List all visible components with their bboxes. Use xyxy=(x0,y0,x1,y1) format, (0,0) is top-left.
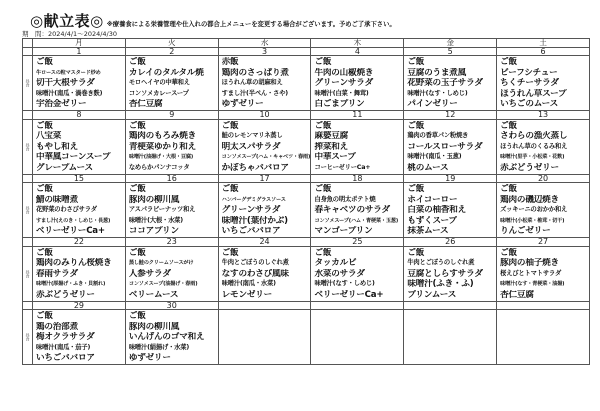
menu-item: コンソメスープ(油揚げ・春雨) xyxy=(128,281,198,287)
menu-item: 牛肉の山椒焼き xyxy=(314,67,374,78)
menu-item: ご飯 xyxy=(314,247,332,258)
day-menu-cell xyxy=(33,246,126,301)
day-menu-cell xyxy=(218,246,311,301)
menu-item: 味噌汁(ふき・ふ) xyxy=(407,279,474,289)
day-menu-cell xyxy=(311,183,404,238)
menu-item: ちくチーサラダ xyxy=(500,78,559,88)
date-cell: 16 xyxy=(125,174,218,183)
menu-item: 味噌汁(なす・しめじ) xyxy=(314,280,375,287)
menu-item: 鶏の治部煮 xyxy=(36,321,78,332)
menu-item: コンソメスープ(ハム・キャベツ・春雨) xyxy=(221,154,311,160)
date-cell: 6 xyxy=(497,47,590,56)
day-menu-cell xyxy=(311,310,404,365)
day-of-week-header: 金 xyxy=(404,39,497,48)
date-cell: 22 xyxy=(33,238,126,247)
menu-item: ご飯 xyxy=(407,247,425,258)
day-menu-cell xyxy=(311,246,404,301)
menu-item: 鶏肉のさっぱり煮 xyxy=(221,67,289,78)
date-row-side-cell xyxy=(23,174,33,183)
menu-item: 青梗菜ゆかり和え xyxy=(128,141,196,152)
menu-change-notice: ※療養食による栄養管理や仕入れの都合上メニューを変更する場合がございます。予めご了承下さい。 xyxy=(106,21,396,28)
date-row-side-cell xyxy=(23,238,33,247)
menu-item: ご飯 xyxy=(407,120,425,131)
menu-item: マンゴープリン xyxy=(314,226,373,236)
date-row xyxy=(23,47,590,56)
menu-item: ご飯 xyxy=(36,247,53,258)
menu-item: 桃のムース xyxy=(407,162,449,173)
menu-row xyxy=(23,246,590,301)
menu-item: もずくスープ xyxy=(407,215,457,226)
menu-item: 味噌汁(里芋・小松菜・花麩) xyxy=(500,154,565,160)
menu-item: さわらの漁火蒸し xyxy=(500,131,568,141)
day-menu-cell xyxy=(218,183,311,238)
menu-item: グレープムース xyxy=(36,162,93,173)
menu-item: 八宝菜 xyxy=(36,131,62,141)
menu-item: 鶏肉のみりん桜焼き xyxy=(36,258,112,268)
menu-row xyxy=(23,183,590,238)
meal-label: 昼食 xyxy=(23,56,33,111)
day-menu-cell xyxy=(497,246,590,301)
menu-item: ゆずゼリー xyxy=(128,353,171,363)
menu-item: 切干大根サラダ xyxy=(36,78,95,88)
menu-item: 鯖の味噌煮 xyxy=(36,194,78,205)
menu-item: 味噌汁(油揚げ・大根・豆腐) xyxy=(128,154,194,160)
menu-item: パインゼリー xyxy=(407,99,458,109)
date-cell: 29 xyxy=(33,301,126,310)
menu-item: 花野菜の玉子サラダ xyxy=(407,78,483,88)
menu-item: プリンムース xyxy=(407,289,457,300)
menu-item: アスパラピーナッツ和え xyxy=(128,206,196,213)
menu-item: 豚肉の柳川風 xyxy=(128,194,180,205)
menu-item: 味噌汁(小松菜・椎茸・切干) xyxy=(500,217,565,224)
date-cell: 1 xyxy=(33,47,126,56)
menu-item: なすのわさび風味 xyxy=(221,268,289,279)
menu-item: 水菜のサラダ xyxy=(314,268,365,279)
date-cell: 10 xyxy=(218,111,311,120)
meal-label: 昼食 xyxy=(23,310,33,365)
menu-item: ご飯 xyxy=(36,184,53,194)
date-cell: 15 xyxy=(33,174,126,183)
day-of-week-header-row xyxy=(23,39,590,48)
menu-item: ご飯 xyxy=(221,247,239,258)
date-cell: 17 xyxy=(218,174,311,183)
day-menu-cell xyxy=(497,183,590,238)
date-cell: 4 xyxy=(311,47,404,56)
menu-item: 抹茶ムース xyxy=(407,226,449,236)
menu-item: ご飯 xyxy=(500,120,517,131)
menu-item: ほうれん草スープ xyxy=(500,88,567,99)
menu-item: 味噌汁(南瓜・玉葱) xyxy=(407,153,462,160)
date-row xyxy=(23,174,590,183)
date-row-side-cell xyxy=(23,47,33,56)
menu-item: ご飯 xyxy=(128,311,146,321)
menu-item: 中華スープ xyxy=(314,152,356,162)
menu-item: 麻婆豆腐 xyxy=(314,131,349,141)
menu-item: 鶏肉の香草パン粉焼き xyxy=(407,132,469,139)
menu-item: 味噌汁(白菜・舞茸) xyxy=(314,89,369,97)
day-menu-cell xyxy=(404,310,497,365)
day-menu-cell xyxy=(125,246,218,301)
menu-item: コールスローサラダ xyxy=(407,141,483,152)
menu-item: 白身魚の明太ポテト焼 xyxy=(314,195,376,203)
menu-item: 明太スパサラダ xyxy=(221,141,281,152)
date-cell: 13 xyxy=(497,111,590,120)
menu-item: ご飯 xyxy=(314,57,332,67)
menu-item: ベリーゼリーCa+ xyxy=(314,289,384,300)
menu-item: 蒸し鮭のクリームソースがけ xyxy=(128,260,194,266)
menu-item: 杏仁豆腐 xyxy=(500,289,534,300)
menu-item: ホイコーロー xyxy=(407,194,458,205)
menu-item: ベリームース xyxy=(128,289,179,300)
menu-item: コーヒーゼリーCa+ xyxy=(314,163,371,171)
day-of-week-header: 水 xyxy=(218,39,311,48)
day-menu-cell xyxy=(125,119,218,174)
day-menu-cell xyxy=(33,119,126,174)
meal-label: 昼食 xyxy=(23,119,33,174)
date-cell: 24 xyxy=(218,238,311,247)
menu-item: 味噌汁(大根・水菜) xyxy=(128,216,183,224)
menu-item: もやし和え xyxy=(36,141,78,152)
menu-item: 豆腐としらすサラダ xyxy=(407,268,483,279)
menu-item: ご飯 xyxy=(314,184,332,194)
menu-item: ご飯 xyxy=(36,120,53,131)
date-cell: 18 xyxy=(311,174,404,183)
date-row-side-cell xyxy=(23,301,33,310)
day-menu-cell xyxy=(33,183,126,238)
date-cell: 2 xyxy=(125,47,218,56)
title-line xyxy=(30,10,396,31)
menu-item: ご飯 xyxy=(128,184,146,194)
page-title: ◎献立表◎ xyxy=(30,12,104,30)
menu-item: モロヘイヤの中華和え xyxy=(128,79,190,86)
day-menu-cell xyxy=(404,246,497,301)
menu-item: ズッキーニのおかか和え xyxy=(500,206,568,213)
period-label: 期 間：2024/4/1～2024/4/30 xyxy=(22,30,118,38)
date-cell: 3 xyxy=(218,47,311,56)
day-menu-cell xyxy=(311,56,404,111)
header-corner-cell xyxy=(23,39,33,48)
menu-item: ご飯 xyxy=(128,120,146,131)
date-cell xyxy=(497,301,590,310)
date-cell: 19 xyxy=(404,174,497,183)
menu-item: 味噌汁(南瓜・水菜) xyxy=(221,280,276,287)
menu-item: 鶏肉の磯辺焼き xyxy=(500,194,559,205)
menu-item: コンソメカレースープ xyxy=(128,89,189,97)
menu-item: いちごババロア xyxy=(36,353,95,363)
menu-item: 味噌汁(なす・しめじ) xyxy=(407,89,468,97)
menu-item: 鮭のレモンマリネ蒸し xyxy=(221,132,283,139)
menu-item: 味噌汁(南瓜・渦巻き麩) xyxy=(36,89,103,97)
menu-item: 味噌汁(絹揚げ・水菜) xyxy=(128,343,190,351)
menu-item: ベリーゼリーCa+ xyxy=(36,226,105,236)
menu-item: 牛ロースの粒マスタード炒め xyxy=(36,69,101,76)
menu-item: ゆずゼリー xyxy=(221,99,264,109)
menu-item: 白ごまプリン xyxy=(314,99,365,109)
menu-item: ご飯 xyxy=(314,120,332,131)
menu-item: かぼちゃババロア xyxy=(221,162,289,173)
menu-item: 赤飯 xyxy=(221,57,239,67)
menu-row xyxy=(23,56,590,111)
meal-label: 昼食 xyxy=(23,246,33,301)
menu-row xyxy=(23,119,590,174)
menu-item: 赤ぶどうゼリー xyxy=(500,162,559,173)
menu-item: ご飯 xyxy=(221,120,239,131)
menu-item: なめらかパンナコッタ xyxy=(128,163,190,171)
menu-item: 白菜の柚香和え xyxy=(407,205,467,215)
meal-label: 昼食 xyxy=(23,183,33,238)
day-menu-cell xyxy=(404,56,497,111)
menu-item: カレイのタルタル焼 xyxy=(128,67,204,78)
menu-item: グリーンサラダ xyxy=(314,78,373,88)
day-menu-cell xyxy=(497,56,590,111)
menu-item: 花野菜のわさびサラダ xyxy=(36,206,97,213)
menu-item: 杏仁豆腐 xyxy=(128,99,163,109)
date-cell: 8 xyxy=(33,111,126,120)
day-menu-cell xyxy=(33,56,126,111)
menu-item: ご飯 xyxy=(407,57,425,67)
menu-item: いちごババロア xyxy=(221,226,281,236)
date-cell: 30 xyxy=(125,301,218,310)
menu-item: ビーフシチュー xyxy=(500,67,558,78)
menu-item: ご飯 xyxy=(500,247,517,258)
menu-item: 赤ぶどうゼリー xyxy=(36,289,95,300)
day-menu-cell xyxy=(497,119,590,174)
menu-item: 搾菜和え xyxy=(314,141,349,152)
date-cell: 25 xyxy=(311,238,404,247)
menu-item: レモンゼリー xyxy=(221,289,273,300)
day-menu-cell xyxy=(218,56,311,111)
date-cell: 9 xyxy=(125,111,218,120)
menu-item: ご飯 xyxy=(36,57,53,67)
menu-item: 味噌汁(葉付かぶ) xyxy=(221,215,288,226)
day-menu-cell xyxy=(125,183,218,238)
day-of-week-header: 木 xyxy=(311,39,404,48)
date-cell xyxy=(311,301,404,310)
day-menu-cell xyxy=(218,119,311,174)
menu-item: 春雨サラダ xyxy=(36,268,78,279)
date-row xyxy=(23,238,590,247)
menu-item: 牛肉とごぼうのしぐれ煮 xyxy=(221,259,289,266)
day-menu-cell xyxy=(404,119,497,174)
menu-item: ほうれん草の胡麻和え xyxy=(221,79,283,86)
menu-item: ご飯 xyxy=(221,184,239,194)
day-of-week-header: 火 xyxy=(125,39,218,48)
menu-item: ご飯 xyxy=(128,57,146,67)
menu-item: すまし汁(えのき・しめじ・長葱) xyxy=(36,217,111,224)
date-cell: 26 xyxy=(404,238,497,247)
menu-item: 豚肉の柚子焼き xyxy=(500,258,559,268)
date-cell: 27 xyxy=(497,238,590,247)
menu-calendar-table xyxy=(22,38,590,365)
menu-item: 味噌汁(厚揚げ・ふき・貝割れ) xyxy=(36,281,106,287)
day-menu-cell xyxy=(311,119,404,174)
day-menu-cell xyxy=(218,310,311,365)
menu-item: いんげんのゴマ和え xyxy=(128,332,205,342)
menu-item: 宇治金ゼリー xyxy=(36,99,87,109)
menu-item: ご飯 xyxy=(407,184,425,194)
menu-item: りんごゼリー xyxy=(500,226,551,236)
date-cell xyxy=(218,301,311,310)
menu-item: 牛肉とごぼうのしぐれ煮 xyxy=(407,259,475,266)
menu-item: 豚肉の柳川風 xyxy=(128,321,180,332)
menu-item: 中華風コーンスープ xyxy=(36,152,111,162)
day-menu-cell xyxy=(33,310,126,365)
menu-item: コンソメスープ(ハム・青梗菜・玉葱) xyxy=(314,217,399,224)
menu-item: ご飯 xyxy=(500,184,517,194)
menu-item: ご飯 xyxy=(500,57,517,67)
menu-item: グリーンサラダ xyxy=(221,205,281,215)
menu-item: 味噌汁(なす・青梗菜・油揚) xyxy=(500,281,565,287)
menu-item: 豆腐のうま煮風 xyxy=(407,67,467,78)
day-menu-cell xyxy=(125,56,218,111)
menu-row xyxy=(23,310,590,365)
date-cell: 20 xyxy=(497,174,590,183)
day-menu-cell xyxy=(125,310,218,365)
menu-item: 鶏肉のもろみ焼き xyxy=(128,131,196,141)
date-row xyxy=(23,301,590,310)
day-menu-cell xyxy=(404,183,497,238)
menu-item: ココアプリン xyxy=(128,226,179,236)
menu-item: 春キャベツのサラダ xyxy=(314,205,390,215)
day-menu-cell xyxy=(497,310,590,365)
date-row xyxy=(23,111,590,120)
menu-item: いちごのムース xyxy=(500,99,559,109)
date-cell xyxy=(404,301,497,310)
menu-item: ご飯 xyxy=(36,311,53,321)
menu-item: ご飯 xyxy=(128,247,146,258)
menu-item: すまし汁(半ぺん・さや) xyxy=(221,89,288,97)
day-of-week-header: 土 xyxy=(497,39,590,48)
menu-item: 味噌汁(南瓜・茄子) xyxy=(36,343,91,351)
menu-item: タッカルビ xyxy=(314,258,357,268)
menu-item: 梅オクラサラダ xyxy=(36,332,95,342)
menu-item: 人参サラダ xyxy=(128,268,171,279)
day-of-week-header: 月 xyxy=(33,39,126,48)
date-cell: 5 xyxy=(404,47,497,56)
date-cell: 12 xyxy=(404,111,497,120)
menu-item: 桜えびとトマトサラダ xyxy=(500,269,562,277)
date-cell: 11 xyxy=(311,111,404,120)
date-row-side-cell xyxy=(23,111,33,120)
date-cell: 23 xyxy=(125,238,218,247)
menu-item: ハンバーグデミグラスソース xyxy=(221,196,286,203)
menu-item: ほうれん草のくるみ和え xyxy=(500,142,568,150)
